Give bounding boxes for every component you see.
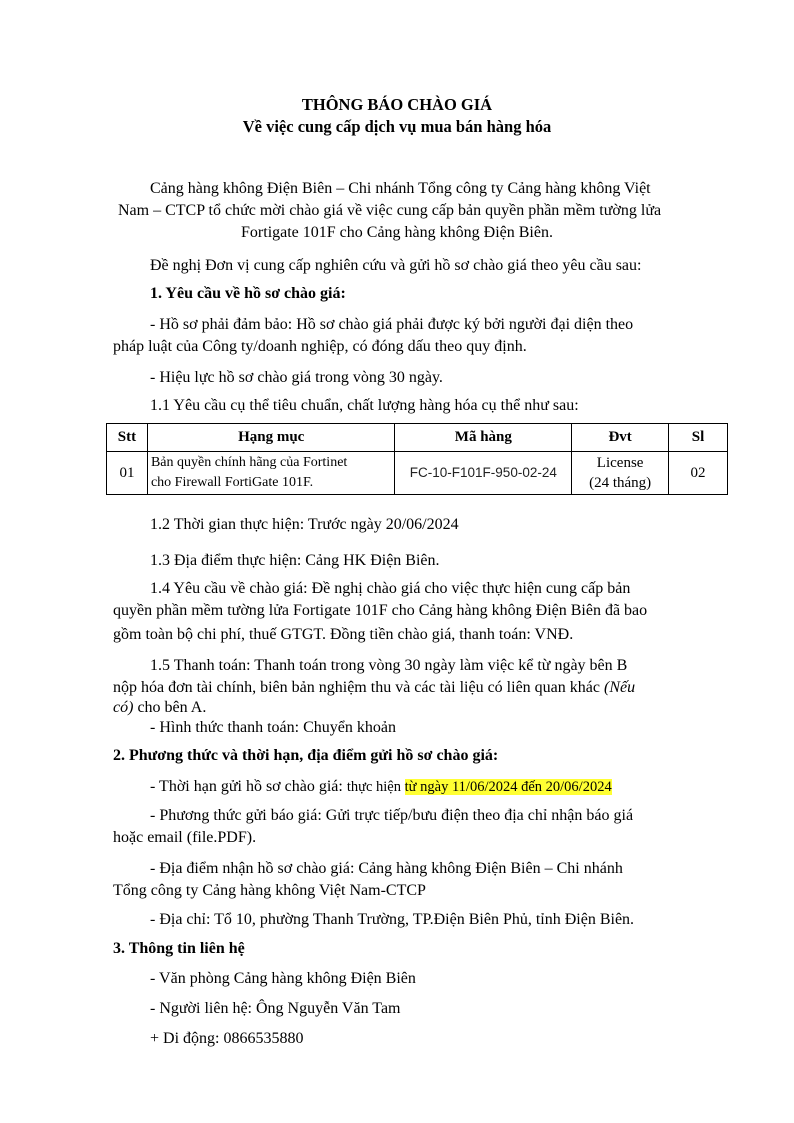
payment-note-italic-end: có): [113, 699, 134, 716]
contact-mobile: + Di động: 0866535880: [150, 1030, 304, 1047]
cell-unit-line-1: License: [596, 455, 644, 471]
header-qty: Sl: [669, 424, 728, 452]
goods-table: [106, 423, 728, 495]
intro-line-2: Nam – CTCP tổ chức mời chào giá về việc cung cấp bản quyền phần mềm tường lửa: [118, 202, 662, 219]
header-code: Mã hàng: [395, 424, 572, 452]
header-stt: Stt: [107, 424, 148, 452]
cell-item-line-1: Bản quyền chính hãng của Fortinet: [150, 455, 348, 470]
deadline-note: thực hiện: [346, 779, 405, 795]
method-line-1: - Phương thức gửi báo giá: Gửi trực tiếp/bưu điện theo địa chỉ nhận báo giá: [150, 807, 634, 824]
cell-unit: [572, 452, 669, 495]
quote-line-1: 1.4 Yêu cầu về chào giá: Đề nghị chào giá cho việc thực hiện cung cấp bản: [150, 580, 631, 597]
cell-unit-line-2: (24 tháng): [589, 475, 652, 491]
table-row: [107, 452, 728, 495]
quote-line-2: quyền phần mềm tường lửa Fortigate 101F cho Cảng hàng không Điện Biên đã bao: [113, 602, 648, 619]
payment-line-2: [113, 677, 635, 699]
cell-item-line-2: cho Firewall FortiGate 101F.: [150, 475, 314, 490]
document-subtitle: Về việc cung cấp dịch vụ mua bán hàng hóa: [242, 117, 552, 136]
receive-line-2: Tổng công ty Cảng hàng không Việt Nam-CTCP: [113, 882, 426, 899]
time-line: 1.2 Thời gian thực hiện: Trước ngày 20/06/2024: [150, 516, 459, 533]
section-3-heading: 3. Thông tin liên hệ: [113, 940, 245, 957]
document-title: THÔNG BÁO CHÀO GIÁ: [301, 95, 493, 114]
section-1-heading: 1. Yêu cầu về hồ sơ chào giá:: [150, 285, 346, 302]
contact-person: - Người liên hệ: Ông Nguyễn Văn Tam: [150, 1000, 401, 1017]
section-1-requirement-line-1: - Hồ sơ phải đảm bảo: Hồ sơ chào giá phải được ký bởi người đại diện theo: [150, 316, 634, 333]
section-1-spec-intro: 1.1 Yêu cầu cụ thể tiêu chuẩn, chất lượng hàng hóa cụ thể như sau:: [150, 397, 579, 414]
deadline-label: - Thời hạn gửi hồ sơ chào giá:: [150, 778, 347, 795]
cell-qty: 02: [669, 452, 728, 495]
cell-code: FC-10-F101F-950-02-24: [395, 452, 572, 495]
intro-request: Đề nghị Đơn vị cung cấp nghiên cứu và gửi hồ sơ chào giá theo yêu cầu sau:: [150, 257, 642, 274]
payment-line-2-text: nộp hóa đơn tài chính, biên bản nghiệm thu và các tài liệu có liên quan khác: [113, 679, 604, 696]
header-item: Hạng mục: [147, 424, 395, 452]
place-line: 1.3 Địa điểm thực hiện: Cảng HK Điện Biên.: [150, 552, 440, 569]
payment-line-1: 1.5 Thanh toán: Thanh toán trong vòng 30 ngày làm việc kể từ ngày bên B: [150, 657, 628, 674]
payment-method: - Hình thức thanh toán: Chuyển khoản: [150, 719, 396, 736]
method-line-2: hoặc email (file.PDF).: [113, 829, 257, 846]
intro-line-1: Cảng hàng không Điện Biên – Chi nhánh Tổng công ty Cảng hàng không Việt: [150, 180, 651, 197]
table-header-row: [107, 424, 728, 452]
section-1-validity: - Hiệu lực hồ sơ chào giá trong vòng 30 ngày.: [150, 369, 443, 386]
cell-item: [147, 452, 395, 495]
cell-stt: 01: [107, 452, 148, 495]
quote-line-3: gồm toàn bộ chi phí, thuế GTGT. Đồng tiền chào giá, thanh toán: VNĐ.: [113, 626, 574, 643]
section-1-requirement-line-2: pháp luật của Công ty/doanh nghiệp, có đóng dấu theo quy định.: [113, 338, 527, 355]
section-2-heading: 2. Phương thức và thời hạn, địa điểm gửi hồ sơ chào giá:: [113, 747, 499, 764]
contact-office: - Văn phòng Cảng hàng không Điện Biên: [150, 970, 416, 987]
deadline-dates-highlight: từ ngày 11/06/2024 đến 20/06/2024: [404, 779, 612, 795]
header-unit: Đvt: [572, 424, 669, 452]
payment-note-italic: (Nếu: [603, 679, 636, 696]
payment-line-3-text: cho bên A.: [133, 699, 207, 716]
deadline-line: [150, 776, 612, 798]
address-line: - Địa chỉ: Tổ 10, phường Thanh Trường, TP.Điện Biên Phủ, tỉnh Điện Biên.: [150, 911, 635, 928]
payment-line-3: [113, 697, 206, 719]
receive-line-1: - Địa điểm nhận hồ sơ chào giá: Cảng hàng không Điện Biên – Chi nhánh: [150, 860, 623, 877]
intro-line-3: Fortigate 101F cho Cảng hàng không Điện Biên.: [241, 224, 553, 241]
